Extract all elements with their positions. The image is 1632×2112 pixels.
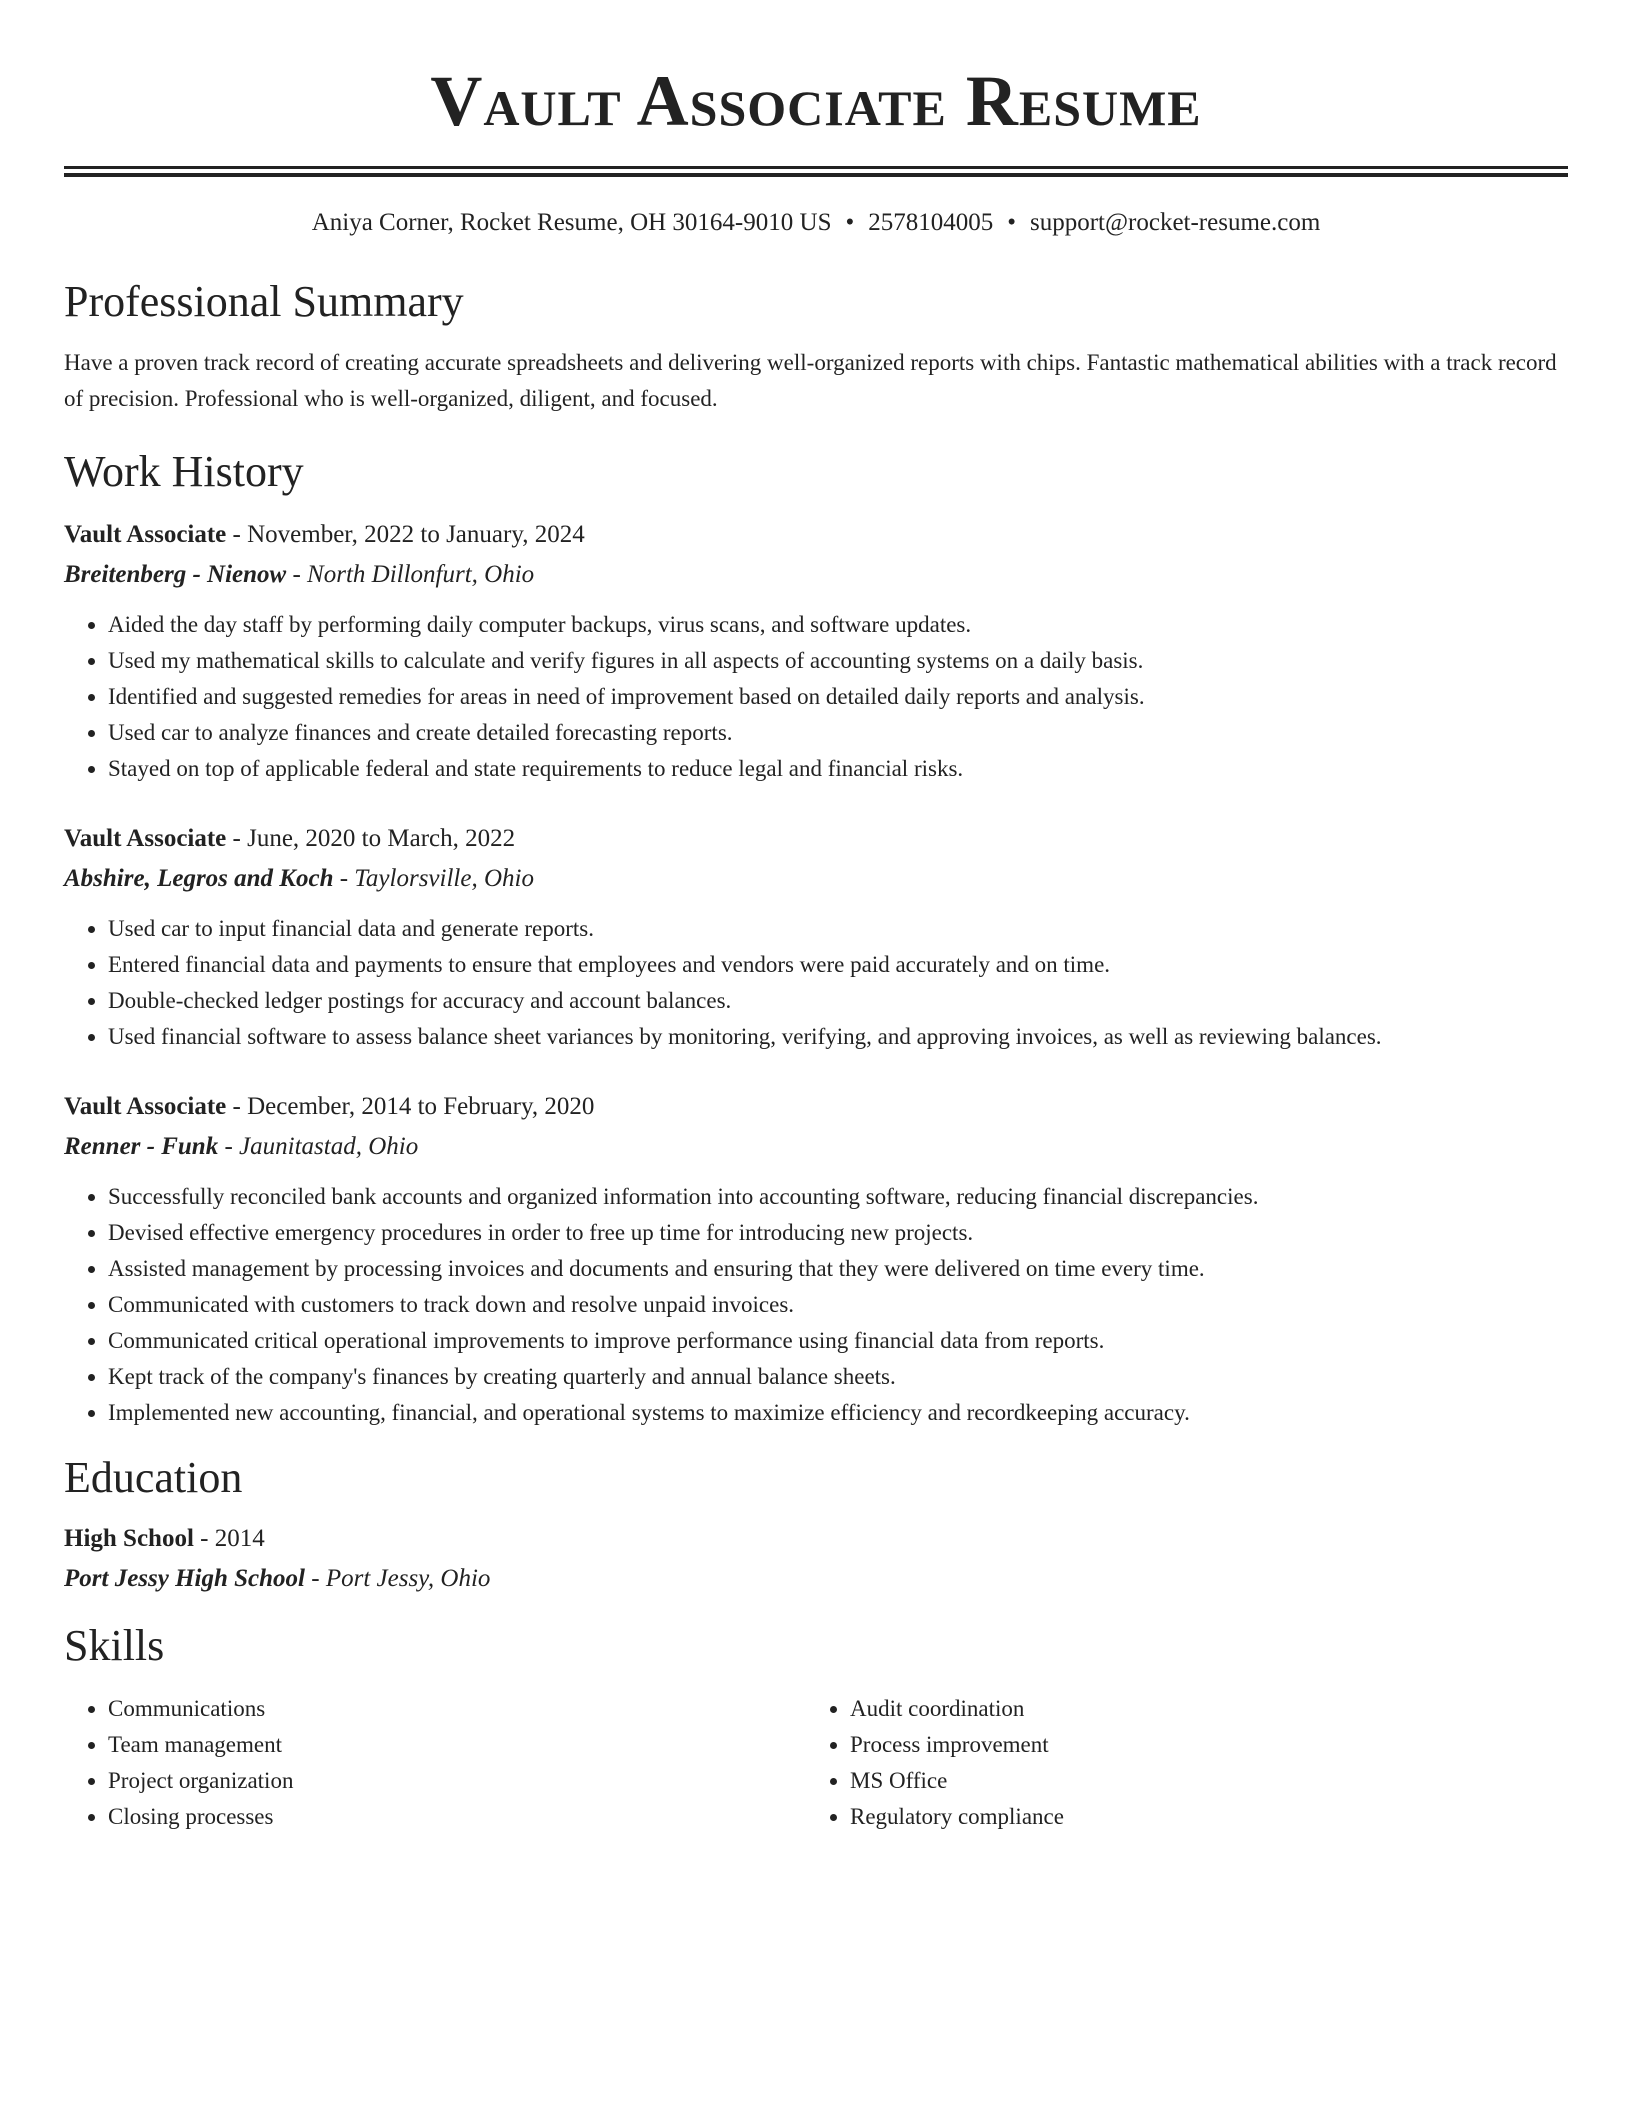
job-bullets	[64, 607, 1568, 787]
job-bullet: • Assisted management by processing invoices and documents and ensuring that they were delivered on time every time.	[108, 1251, 1568, 1287]
job-bullet: • Identified and suggested remedies for areas in need of improvement based on detailed daily reports and analysis.	[108, 679, 1568, 715]
skill-item: • Closing processes	[108, 1799, 806, 1835]
education-school-line	[64, 1559, 1568, 1599]
section-heading-skills: Skills	[64, 1621, 165, 1670]
job-dates: - June, 2020 to March, 2022	[226, 825, 516, 852]
job-bullet: • Double-checked ledger postings for accuracy and account balances.	[108, 983, 1568, 1019]
job-employer	[64, 859, 1568, 899]
contact-line	[64, 207, 1568, 239]
job-bullet: • Used car to analyze finances and create detailed forecasting reports.	[108, 715, 1568, 751]
job-employer	[64, 1127, 1568, 1167]
contact-phone: 2578104005	[868, 209, 994, 236]
contact-address: Aniya Corner, Rocket Resume, OH 30164-9010 US	[311, 209, 832, 236]
title-divider	[64, 166, 1568, 177]
job-bullet: • Communicated critical operational improvements to improve performance using financial data from reports.	[108, 1323, 1568, 1359]
job-bullet: • Used my mathematical skills to calculate and verify figures in all aspects of accounting systems on a daily basis.	[108, 643, 1568, 679]
contact-email: support@rocket-resume.com	[1030, 209, 1321, 236]
skill-item: • Project organization	[108, 1763, 806, 1799]
job-entry	[64, 1087, 1568, 1431]
job-location: - Jaunitastad, Ohio	[218, 1133, 419, 1160]
education-header	[64, 1519, 1568, 1559]
skills-list	[806, 1691, 1548, 1835]
job-location: - Taylorsville, Ohio	[333, 865, 534, 892]
section-heading-summary: Professional Summary	[64, 277, 464, 326]
job-dates: - November, 2022 to January, 2024	[226, 521, 585, 548]
job-bullets	[64, 1179, 1568, 1431]
skill-item: • Team management	[108, 1727, 806, 1763]
skill-item: • Audit coordination	[850, 1691, 1548, 1727]
job-header	[64, 1087, 1568, 1127]
contact-separator: •	[1007, 209, 1016, 236]
job-entry	[64, 819, 1568, 1055]
skills-column-left	[64, 1691, 806, 1835]
skill-item: • Regulatory compliance	[850, 1799, 1548, 1835]
job-company: Abshire, Legros and Koch	[64, 865, 334, 892]
skill-item: • Process improvement	[850, 1727, 1548, 1763]
job-bullet: • Used car to input financial data and generate reports.	[108, 911, 1568, 947]
job-bullet: • Aided the day staff by performing daily computer backups, virus scans, and software updates.	[108, 607, 1568, 643]
education-entry	[64, 1519, 1568, 1599]
job-dates: - December, 2014 to February, 2020	[226, 1093, 595, 1120]
job-bullet: • Stayed on top of applicable federal and state requirements to reduce legal and financial risks.	[108, 751, 1568, 787]
education-degree: High School	[64, 1525, 194, 1552]
job-bullet: • Implemented new accounting, financial, and operational systems to maximize efficiency and recordkeeping accuracy.	[108, 1395, 1568, 1431]
job-company: Breitenberg - Nienow	[64, 561, 287, 588]
job-bullet: • Communicated with customers to track down and resolve unpaid invoices.	[108, 1287, 1568, 1323]
job-header	[64, 515, 1568, 555]
skill-item: • MS Office	[850, 1763, 1548, 1799]
skills-grid	[64, 1691, 1568, 1835]
education-location: - Port Jessy, Ohio	[305, 1565, 491, 1592]
job-bullet: • Successfully reconciled bank accounts and organized information into accounting software, reducing financial discrepancies.	[108, 1179, 1568, 1215]
job-bullet: • Used financial software to assess balance sheet variances by monitoring, verifying, and approving invoices, as well as reviewing balances.	[108, 1019, 1568, 1055]
contact-separator: •	[845, 209, 855, 236]
job-entry	[64, 515, 1568, 787]
education-school: Port Jessy High School	[64, 1565, 305, 1592]
job-employer	[64, 555, 1568, 595]
resume-title: Vault Associate Resume	[430, 61, 1202, 141]
job-bullet: • Entered financial data and payments to ensure that employees and vendors were paid accurately and on time.	[108, 947, 1568, 983]
job-bullet: • Kept track of the company's finances by creating quarterly and annual balance sheets.	[108, 1359, 1568, 1395]
education-year: - 2014	[193, 1525, 265, 1552]
job-company: Renner - Funk	[64, 1133, 219, 1160]
job-role: Vault Associate	[64, 1093, 227, 1120]
job-role: Vault Associate	[64, 825, 227, 852]
job-header	[64, 819, 1568, 859]
section-heading-education: Education	[64, 1453, 243, 1502]
job-bullets	[64, 911, 1568, 1055]
summary-text: Have a proven track record of creating accurate spreadsheets and delivering well-organized reports with chips. Fantastic mathematical abilities with a track record of precision. Professional who is well-organized, diligent, and focused.	[64, 350, 1557, 411]
skill-item: • Communications	[108, 1691, 806, 1727]
job-bullet: • Devised effective emergency procedures in order to free up time for introducing new projects.	[108, 1215, 1568, 1251]
skills-column-right	[806, 1691, 1548, 1835]
job-location: - North Dillonfurt, Ohio	[286, 561, 535, 588]
skills-list	[64, 1691, 806, 1835]
section-heading-work-history: Work History	[64, 447, 304, 496]
job-role: Vault Associate	[64, 521, 227, 548]
